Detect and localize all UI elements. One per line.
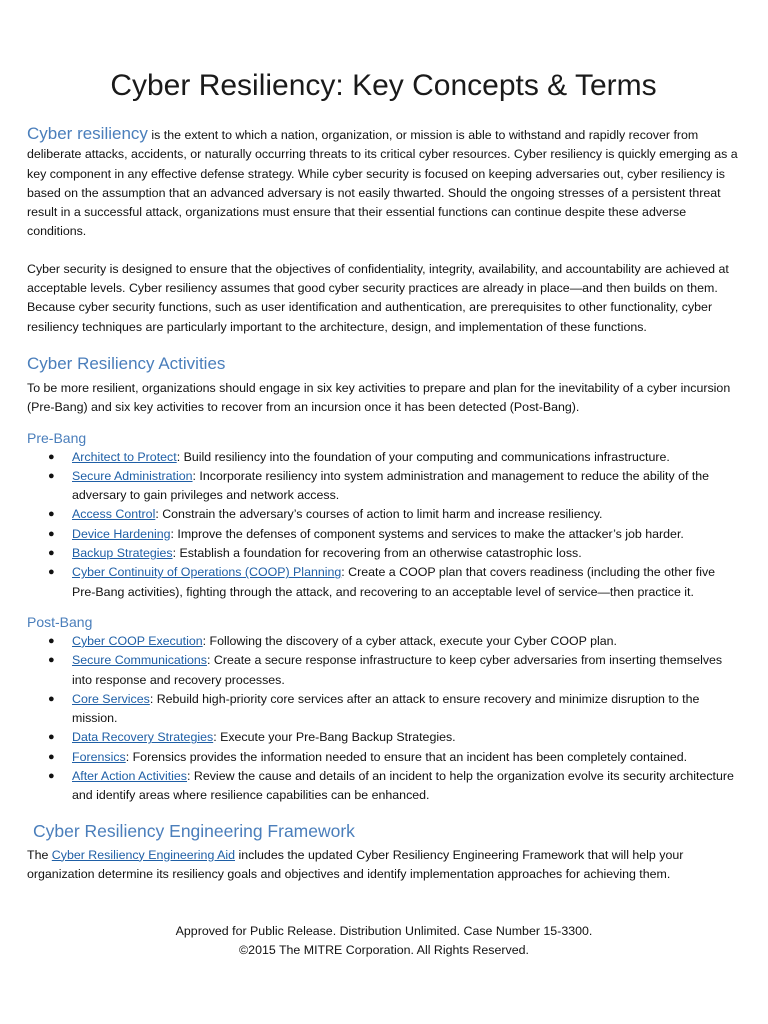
- footer: [0, 922, 768, 960]
- term-link-device-hardening[interactable]: Device Hardening: [72, 526, 171, 541]
- bullet-icon: ●: [48, 508, 55, 521]
- bullet-icon: ●: [48, 566, 55, 579]
- framework-paragraph: [27, 846, 740, 885]
- bullet-icon: ●: [48, 469, 55, 482]
- term-link-after-action-activities[interactable]: After Action Activities: [72, 769, 188, 784]
- list-item-text: : Rebuild high-priority core services after an attack to ensure recovery and minimize disruption to the mission.: [72, 691, 700, 726]
- framework-prefix: The: [27, 847, 52, 862]
- list-item-text: : Incorporate resiliency into system administration and management to reduce the ability of the adversary to gain privileges and network access.: [72, 468, 710, 503]
- engineering-aid-link[interactable]: Cyber Resiliency Engineering Aid: [51, 847, 235, 862]
- list-item: [48, 448, 740, 467]
- list-item-text: : Review the cause and details of an incident to help the organization evolve its security architecture and identify areas where resilience capabilities can be enhanced.: [72, 769, 734, 803]
- intro-paragraph: [27, 124, 740, 242]
- footer-copyright-line: ©2015 The MITRE Corporation. All Rights Reserved.: [239, 943, 529, 957]
- cyber-security-paragraph: Cyber security is designed to ensure that the objectives of confidentiality, integrity, availability, and accountability are achieved at acceptable levels. Cyber resiliency assumes that good cyber security practices are already in place—and then builds on them. Because cyber security functions, such as user identification and authentication, are prerequisites to other functionality, cyber resiliency techniques are particularly important to the architecture, design, and implementation of these functions.: [27, 261, 729, 334]
- bullet-icon: ●: [48, 692, 55, 705]
- list-item: [48, 563, 740, 602]
- list-item-text: : Build resiliency into the foundation of your computing and communications infrastructure.: [176, 449, 670, 464]
- list-item-text: : Forensics provides the information needed to ensure that an incident has been completely contained.: [125, 749, 688, 764]
- list-item: [48, 632, 740, 651]
- term-link-forensics[interactable]: Forensics: [72, 749, 126, 764]
- post-bang-heading: Post-Bang: [27, 613, 93, 630]
- pre-bang-list: [27, 448, 740, 602]
- list-item: [48, 728, 740, 747]
- framework-text: includes the updated Cyber Resiliency Engineering Framework that will help your organization determine its resiliency goals and objectives and identify implementation approaches for achieving them.: [27, 847, 684, 881]
- list-item: [48, 767, 740, 806]
- list-item-text: : Improve the defenses of component systems and services to make the attacker’s job harder.: [170, 526, 684, 541]
- intro-term: Cyber resiliency: [27, 124, 148, 143]
- footer-release-line: Approved for Public Release. Distribution Unlimited. Case Number 15-3300.: [175, 924, 593, 938]
- list-item: [48, 505, 740, 524]
- bullet-icon: ●: [48, 750, 55, 763]
- term-link-backup-strategies[interactable]: Backup Strategies: [72, 546, 173, 561]
- list-item-text: : Execute your Pre-Bang Backup Strategies.: [213, 730, 456, 745]
- term-link-secure-communications[interactable]: Secure Communications: [72, 653, 207, 668]
- list-item-text: : Establish a foundation for recovering from an otherwise catastrophic loss.: [172, 546, 582, 561]
- list-item: [48, 544, 740, 563]
- page-title: Cyber Resiliency: Key Concepts & Terms: [110, 69, 657, 102]
- term-link-architect-to-protect[interactable]: Architect to Protect: [72, 449, 177, 464]
- term-link-core-services[interactable]: Core Services: [72, 691, 150, 706]
- list-item-text: : Constrain the adversary’s courses of action to limit harm and increase resiliency.: [155, 507, 603, 522]
- list-item-text: : Create a secure response infrastructure to keep cyber adversaries from inserting themselves into response and recovery processes.: [72, 653, 723, 687]
- bullet-icon: ●: [48, 770, 55, 783]
- bullet-icon: ●: [48, 450, 55, 463]
- activities-heading: Cyber Resiliency Activities: [27, 353, 226, 373]
- post-bang-list: [27, 632, 740, 806]
- term-link-access-control[interactable]: Access Control: [72, 507, 156, 522]
- term-link-secure-administration[interactable]: Secure Administration: [72, 468, 193, 483]
- list-item: [48, 525, 740, 544]
- bullet-icon: ●: [48, 731, 55, 744]
- list-item: [48, 467, 740, 506]
- bullet-icon: ●: [48, 547, 55, 560]
- list-item: [48, 651, 740, 690]
- pre-bang-heading: Pre-Bang: [27, 429, 87, 446]
- list-item-text: : Following the discovery of a cyber attack, execute your Cyber COOP plan.: [202, 633, 617, 648]
- term-link-data-recovery-strategies[interactable]: Data Recovery Strategies: [72, 730, 214, 745]
- activities-intro: To be more resilient, organizations should engage in six key activities to prepare and plan for the inevitability of a cyber incursion (Pre-Bang) and six key activities to recover from an incursion once it has been detected (Post-Bang).: [27, 380, 731, 415]
- bullet-icon: ●: [48, 634, 55, 647]
- bullet-icon: ●: [48, 654, 55, 667]
- framework-heading: Cyber Resiliency Engineering Framework: [33, 820, 355, 841]
- bullet-icon: ●: [48, 527, 55, 540]
- intro-text: is the extent to which a nation, organization, or mission is able to withstand and rapidly recover from deliberate attacks, accidents, or naturally occurring threats to its critical cyber resources. Cyber resiliency is quickly emerging as a key component in any effective defense strategy. While cyber security is focused on keeping adversaries out, cyber resiliency is based on the assumption that an advanced adversary is not easily thwarted. Should the ongoing stresses of a persistent threat result in a successful attack, organizations must ensure that their essential functions can continue despite these adverse conditions.: [27, 128, 738, 239]
- list-item: [48, 690, 740, 729]
- term-link-coop-planning[interactable]: Cyber Continuity of Operations (COOP) Planning: [72, 565, 342, 580]
- list-item: [48, 748, 740, 767]
- list-item-text: : Create a COOP plan that covers readiness (including the other five Pre-Bang activities), fighting through the attack, and recovering to an acceptable level of service—then practice it.: [72, 565, 716, 599]
- term-link-coop-execution[interactable]: Cyber COOP Execution: [72, 633, 203, 648]
